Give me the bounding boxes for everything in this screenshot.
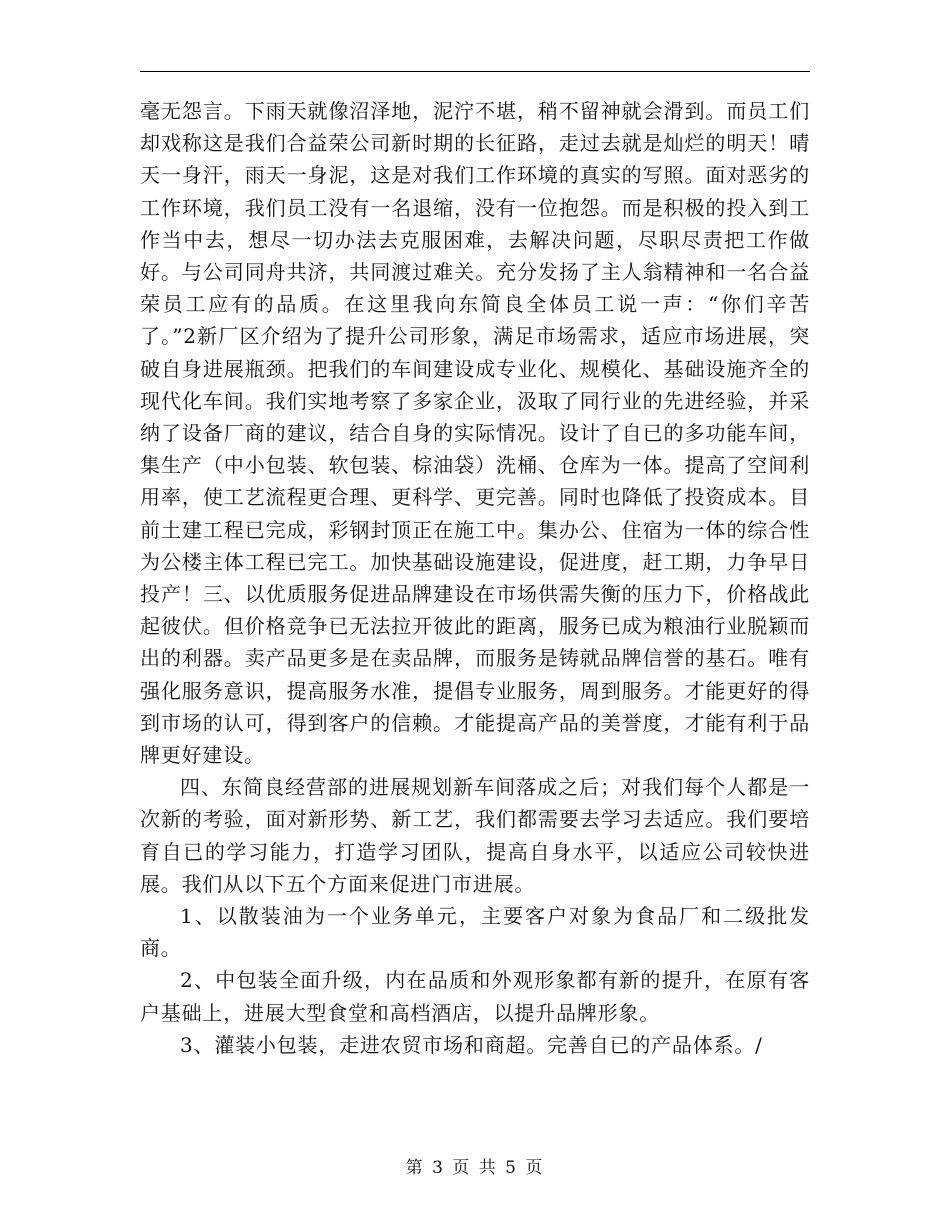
paragraph: 3、灌装小包装，走进农贸市场和商超。完善自已的产品体系。/	[180, 1032, 763, 1057]
paragraph: 毫无怨言。下雨天就像沼泽地，泥泞不堪，稍不留神就会滑到。而员工们却戏称这是我们合益荣公司新时期的长征路，走过去就是灿烂的明天！晴天一身汗，雨天一身泥，这是对我们工作环境的真实的写照。面对恶劣的工作环境，我们员工没有一名退缩，没有一位抱怨。而是积极的投入到工作当中去，想尽一切办法去克服困难，去解决问题，尽职尽责把工作做好。与公司同舟共济，共同渡过难关。充分发扬了主人翁精神和一名合益荣员工应有的品质。在这里我向东简良全体员工说一声：“你们辛苦了。”2新厂区介绍为了提升公司形象，满足市场需求，适应市场进展，突破自身进展瓶颈。把我们的车间建设成专业化、规模化、基础设施齐全的现代化车间。我们实地考察了多家企业，汲取了同行业的先进经验，并采纳了设备厂商的建议，结合自身的实际情况。设计了自已的多功能车间，集生产（中小包装、软包装、棕油袋）洗桶、仓库为一体。提高了空间利用率，使工艺流程更合理、更科学、更完善。同时也降低了投资成本。目前土建工程已完成，彩钢封顶正在施工中。集办公、住宿为一体的综合性为公楼主体工程已完工。加快基础设施建设，促进度，赶工期，力争早日投产！三、以优质服务促进品牌建设在市场供需失衡的压力下，价格战此起彼伏。但价格竞争已无法拉开彼此的距离，服务已成为粮油行业脱颖而出的利器。卖产品更多是在卖品牌，而服务是铸就品牌信誉的基石。唯有强化服务意识，提高服务水准，提倡专业服务，周到服务。才能更好的得到市场的认可，得到客户的信赖。才能提高产品的美誉度，才能有利于品牌更好建设。	[140, 99, 810, 768]
document-body	[140, 95, 810, 1061]
header-rule	[140, 71, 810, 72]
paragraph: 1、以散装油为一个业务单元，主要客户对象为食品厂和二级批发商。	[140, 904, 810, 961]
page-number-footer: 第 3 页 共 5 页	[405, 1158, 545, 1178]
paragraph: 四、东简良经营部的进展规划新车间落成之后；对我们每个人都是一次新的考验，面对新形势、新工艺，我们都需要去学习去适应。我们要培育自已的学习能力，打造学习团队，提高自身水平，以适应公司较快进展。我们从以下五个方面来促进门市进展。	[140, 775, 810, 896]
paragraph: 2、中包装全面升级，内在品质和外观形象都有新的提升，在原有客户基础上，进展大型食堂和高档酒店，以提升品牌形象。	[140, 968, 810, 1025]
